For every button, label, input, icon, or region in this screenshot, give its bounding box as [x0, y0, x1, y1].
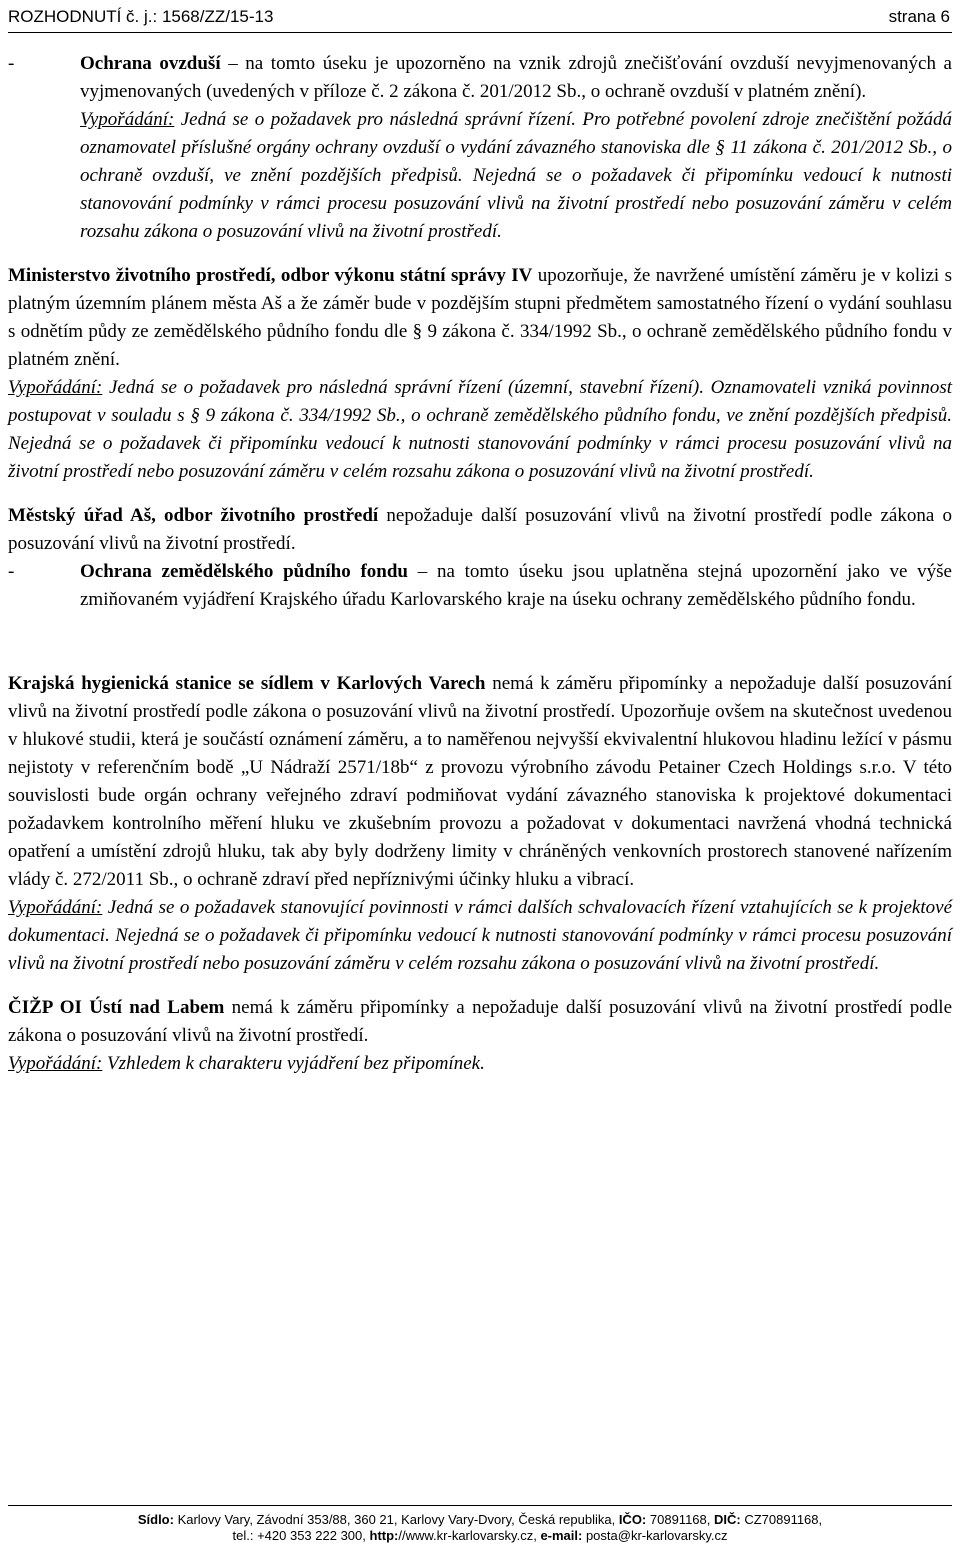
footer-seat-label: Sídlo:	[137, 1512, 174, 1527]
resolution-text: Jedná se o požadavek stanovující povinnosti v rámci dalších schvalovacích řízení vztahujících se k projektové dokumentaci. Nejedná se o požadavek či připomínku vedoucí k nutnosti stanovování podmínky v rámci procesu posuzování vlivů na životní prostředí nebo posuzování záměru v celém rozsahu zákona o posuzování vlivů na životní prostředí.	[8, 897, 952, 974]
footer-dic-label: DIČ:	[713, 1512, 741, 1527]
resolution-text: Jedná se o požadavek pro následná správní řízení. Pro potřebné povolení zdroje znečištění požádá oznamovatel příslušné orgány ochrany ovzduší o vydání závazného stanoviska dle § 11 zákona č. 201/2012 Sb., o ochraně ovzduší, ve znění pozdějších předpisů. Nejedná se o požadavek či připomínku vedoucí k nutnosti stanovování podmínky v rámci procesu posuzování vlivů na životní prostředí nebo posuzování záměru v celém rozsahu zákona o posuzování vlivů na životní prostředí.	[80, 109, 952, 242]
footer-ico-label: IČO:	[618, 1512, 647, 1527]
inspection-heading: ČIŽP OI Ústí nad Labem	[8, 997, 225, 1018]
hygiene-station-resolution	[8, 894, 952, 978]
footer-tel-label: tel.:	[232, 1528, 254, 1543]
footer-line-contact	[8, 1528, 952, 1544]
hygiene-station-heading: Krajská hygienická stanice se sídlem v Karlových Varech	[8, 673, 486, 694]
resolution-label: Vypořádání:	[8, 1053, 103, 1074]
resolution-label: Vypořádání:	[8, 377, 103, 398]
municipal-office-text: nepožaduje další posuzování vlivů na životní prostředí podle zákona o posuzování vlivů na životní prostředí.	[8, 505, 952, 554]
ministry-resolution	[8, 374, 952, 486]
air-protection-text: – na tomto úseku je upozorněno na vznik zdrojů znečišťování ovzduší nevyjmenovaných a vyjmenovaných (uvedených v příloze č. 2 zákona č. 201/2012 Sb., o ochraně ovzduší v platném znění).	[80, 53, 952, 102]
document-body	[8, 50, 952, 1078]
bullet-dash: -	[8, 53, 15, 74]
page-header	[8, 3, 952, 31]
municipal-office-heading: Městský úřad Aš, odbor životního prostředí	[8, 505, 379, 526]
document-reference: ROZHODNUTÍ č. j.: 1568/ZZ/15-13	[8, 7, 274, 26]
bullet-dash: -	[8, 561, 15, 582]
footer-tel: +420 353 222 300,	[253, 1528, 370, 1543]
page-footer	[8, 1512, 952, 1544]
inspection-text: nemá k záměru připomínky a nepožaduje další posuzování vlivů na životní prostředí podle zákona o posuzování vlivů na životní prostředí.	[8, 997, 953, 1046]
footer-dic: CZ70891168,	[740, 1512, 823, 1527]
municipal-office-paragraph	[8, 502, 952, 558]
header-divider	[8, 32, 952, 33]
footer-email-link[interactable]: posta@kr-karlovarsky.cz	[582, 1528, 728, 1543]
agricultural-land-item	[8, 558, 952, 614]
resolution-label: Vypořádání:	[8, 897, 103, 918]
resolution-label: Vypořádání:	[80, 109, 175, 130]
footer-web-link[interactable]: //www.kr-karlovarsky.cz,	[398, 1528, 541, 1543]
air-protection-item	[8, 50, 952, 106]
footer-seat: Karlovy Vary, Závodní 353/88, 360 21, Karlovy Vary-Dvory, Česká republika,	[173, 1512, 619, 1527]
air-protection-paragraph	[80, 50, 952, 106]
ministry-heading: Ministerstvo životního prostředí, odbor výkonu státní správy IV	[8, 265, 533, 286]
footer-web-label: http:	[369, 1528, 399, 1543]
ministry-text: upozorňuje, že navržené umístění záměru je v kolizi s platným územním plánem města Aš a že záměr bude v pozdějším stupni předmětem samostatného řízení o vydání souhlasu s odnětím půdy ze zemědělského půdního fondu dle § 9 zákona č. 334/1992 Sb., o ochraně zemědělského půdního fondu v platném znění.	[8, 265, 952, 370]
footer-ico: 70891168,	[646, 1512, 714, 1527]
footer-line-address	[8, 1512, 952, 1528]
agricultural-land-paragraph	[80, 558, 952, 614]
hygiene-station-text: nemá k záměru připomínky a nepožaduje další posuzování vlivů na životní prostředí podle zákona o posuzování vlivů na životní prostředí. Upozorňuje ovšem na skutečnost uvedenou v hlukové studii, která je součástí oznámení záměru, a to naměřenou nejvyšší ekvivalentní hlukovou hladinu ležící v pásmu nejistoty v referenčním bodě „U Nádraží 2571/18b“ z provozu výrobního závodu Petainer Czech Holdings s.r.o. V této souvislosti bude orgán ochrany veřejného zdraví podmiňovat vydání závazného stanoviska k projektové dokumentaci požadavkem kontrolního měření hluku ve zkušebním provozu a požadovat v dokumentaci navržená vhodná technická opatření a umístění zdrojů hluku, tak aby byly dodrženy limity v chráněných venkovních prostorech stanovené nařízením vlády č. 272/2011 Sb., o ochraně zdraví před nepříznivými účinky hluku a vibrací.	[8, 673, 952, 890]
page-number: strana 6	[888, 7, 950, 26]
footer-divider	[8, 1505, 952, 1506]
inspection-paragraph	[8, 994, 952, 1050]
agricultural-land-heading: Ochrana zemědělského půdního fondu	[80, 561, 408, 582]
ministry-paragraph	[8, 262, 952, 374]
resolution-text: Vzhledem k charakteru vyjádření bez připomínek.	[102, 1053, 485, 1074]
agricultural-land-text: – na tomto úseku jsou uplatněna stejná upozornění jako ve výše zmiňovaném vyjádření Krajského úřadu Karlovarského kraje na úseku ochrany zemědělského půdního fondu.	[80, 561, 952, 610]
air-protection-heading: Ochrana ovzduší	[80, 53, 221, 74]
air-protection-resolution	[8, 106, 952, 246]
resolution-text: Jedná se o požadavek pro následná správní řízení (územní, stavební řízení). Oznamovateli vzniká povinnost postupovat v souladu s § 9 zákona č. 334/1992 Sb., o ochraně zemědělského půdního fondu, ve znění pozdějších předpisů. Nejedná se o požadavek či připomínku vedoucí k nutnosti stanovování podmínky v rámci procesu posuzování vlivů na životní prostředí nebo posuzování záměru v celém rozsahu zákona o posuzování vlivů na životní prostředí.	[8, 377, 952, 482]
hygiene-station-paragraph	[8, 670, 952, 894]
footer-email-label: e-mail:	[540, 1528, 583, 1543]
inspection-resolution	[8, 1050, 952, 1078]
